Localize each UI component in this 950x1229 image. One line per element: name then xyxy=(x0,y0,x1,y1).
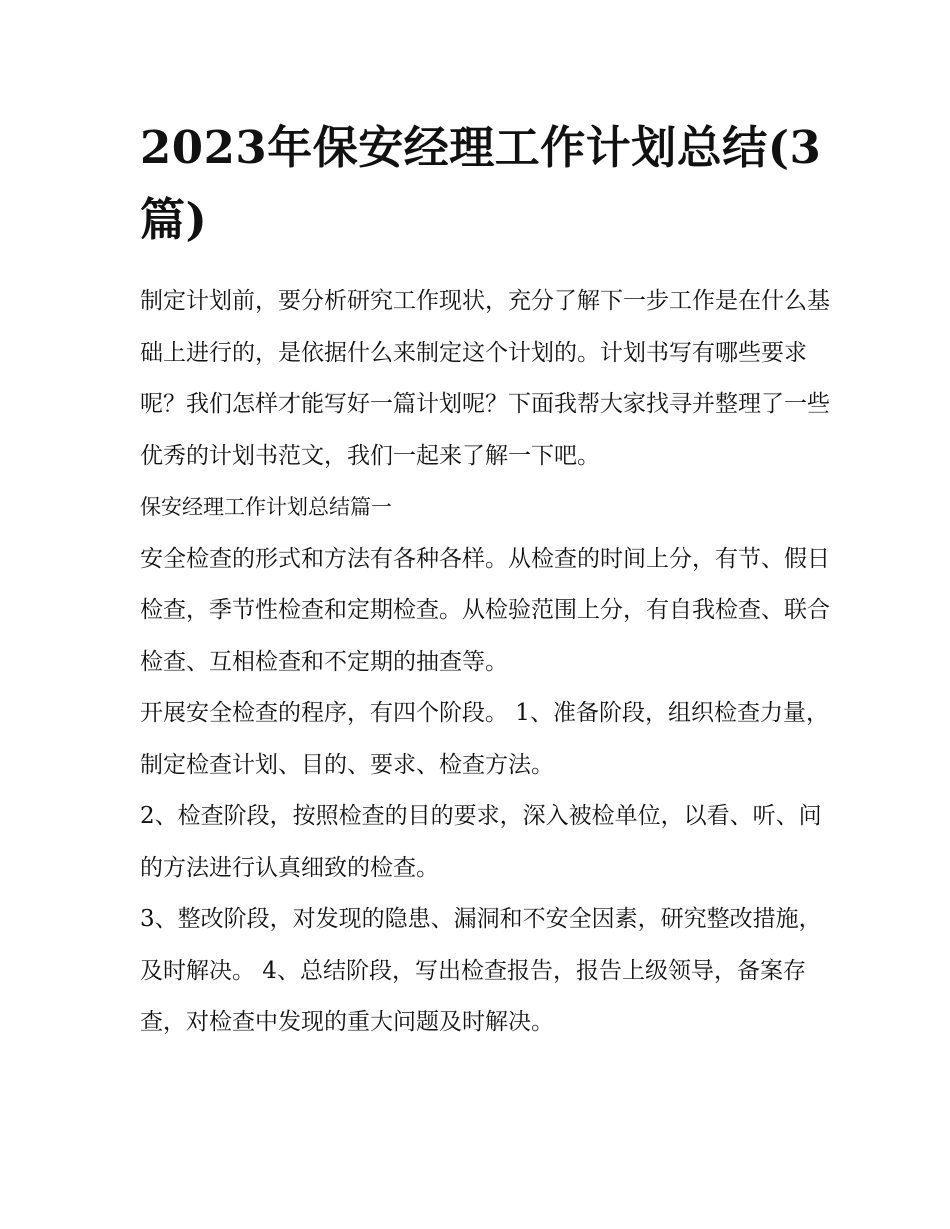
body-paragraph: 3、整改阶段，对发现的隐患、漏洞和不安全因素，研究整改措施，及时解决。 4、总结阶段，写出检查报告，报告上级领导，备案存查，对检查中发现的重大问题及时解决。 xyxy=(140,906,822,1035)
document-title: 2023年保安经理工作计划总结(3篇) xyxy=(140,121,822,246)
body-paragraph: 安全检查的形式和方法有各种各样。从检查的时间上分，有节、假日检查，季节性检查和定期检查。从检验范围上分，有自我检查、联合检查、互相检查和不定期的抽查等。 xyxy=(140,545,830,675)
body-paragraph: 2、检查阶段，按照检查的目的要求，深入被检单位，以看、听、问的方法进行认真细致的检查。 xyxy=(140,803,822,881)
intro-paragraph: 制定计划前，要分析研究工作现状，充分了解下一步工作是在什么基础上进行的，是依据什么来制定这个计划的。计划书写有哪些要求呢？我们怎样才能写好一篇计划呢？下面我帮大家找寻并整理了一些优秀的计划书范文，我们一起来了解一下吧。 xyxy=(140,288,830,469)
body-paragraph: 开展安全检查的程序，有四个阶段。 1、准备阶段，组织检查力量，制定检查计划、目的、要求、检查方法。 xyxy=(140,700,829,778)
document-page xyxy=(140,112,830,1049)
section-heading: 保安经理工作计划总结篇一 xyxy=(140,495,392,519)
